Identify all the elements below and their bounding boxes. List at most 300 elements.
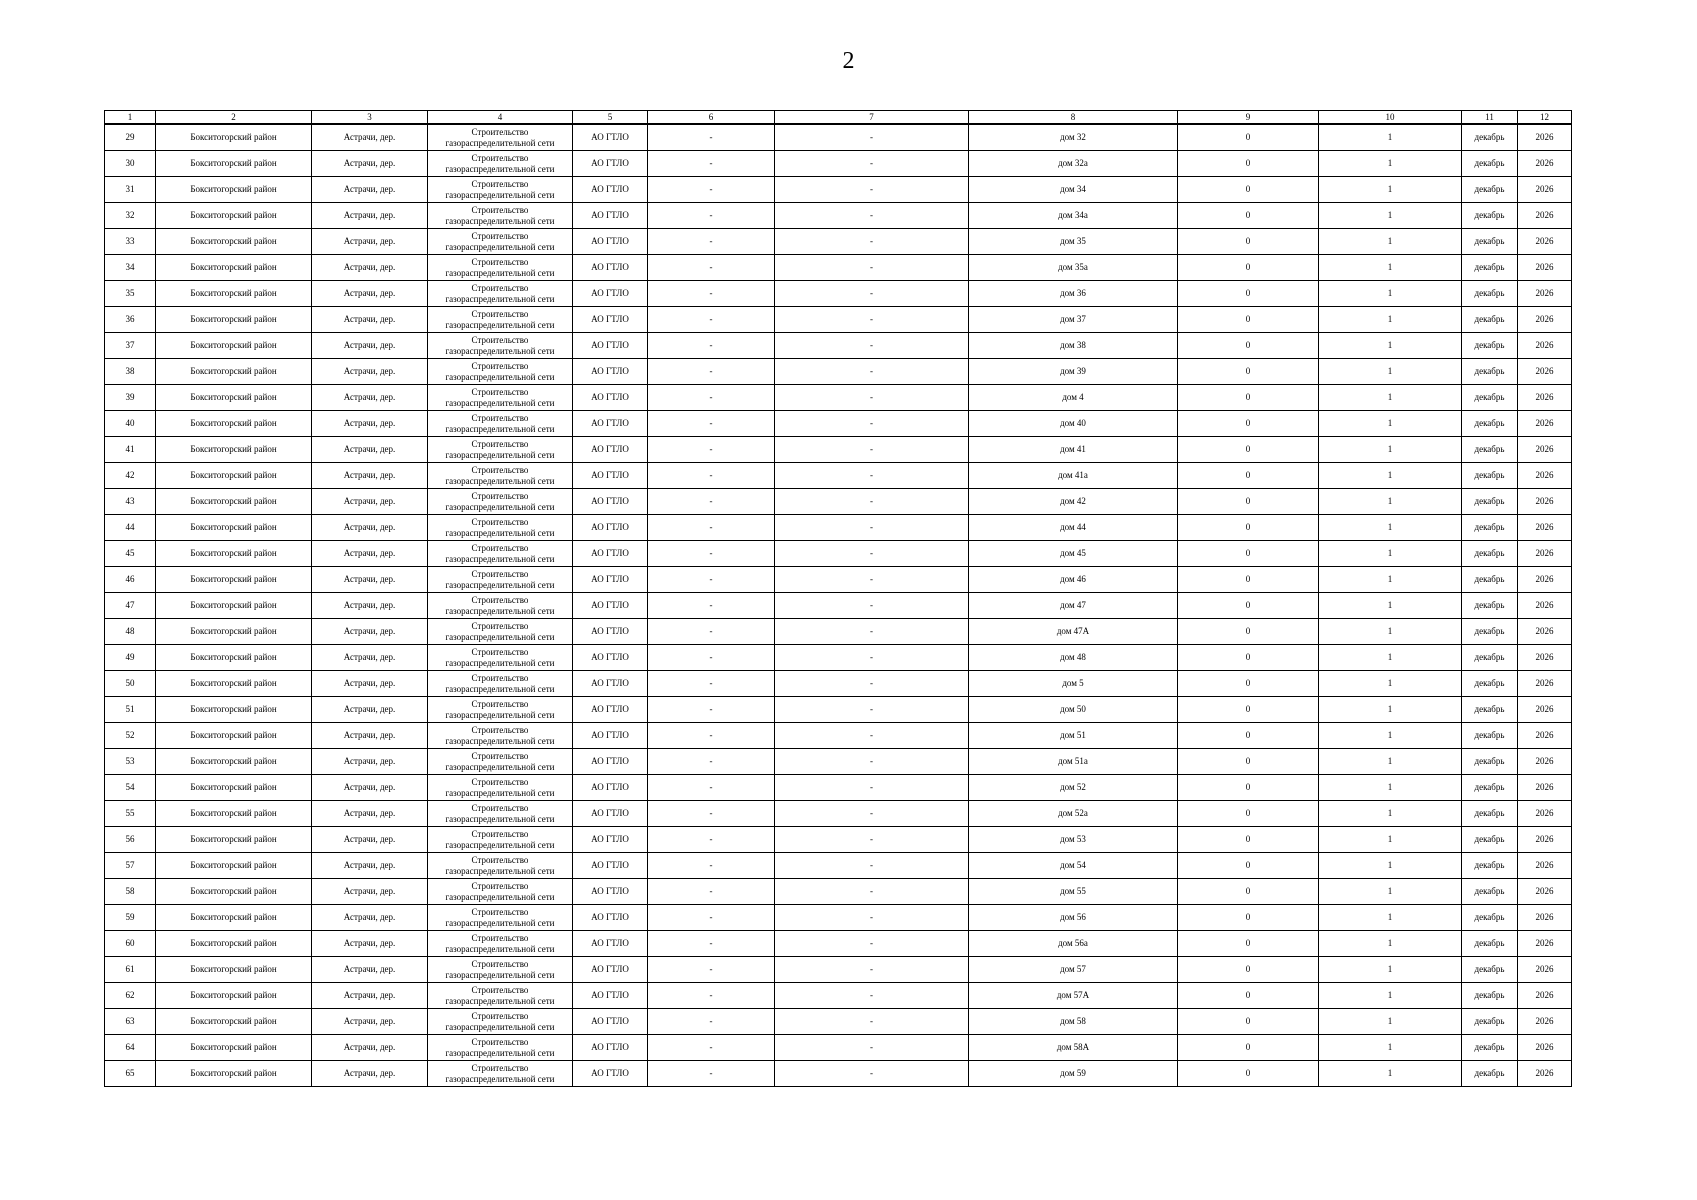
work-type-cell: Строительство газораспределительной сети — [428, 619, 573, 645]
row-number-cell: 31 — [105, 177, 156, 203]
row-number-cell: 44 — [105, 515, 156, 541]
organization-cell: АО ГТЛО — [573, 593, 648, 619]
work-type-cell: Строительство газораспределительной сети — [428, 151, 573, 177]
month-cell: декабрь — [1462, 1035, 1518, 1061]
row-number-cell: 34 — [105, 255, 156, 281]
settlement-cell: Астрачи, дер. — [312, 697, 428, 723]
table-row — [105, 151, 1572, 177]
address-cell: дом 35а — [969, 255, 1178, 281]
column-6-cell: - — [648, 255, 775, 281]
work-type-cell: Строительство газораспределительной сети — [428, 801, 573, 827]
settlement-cell: Астрачи, дер. — [312, 229, 428, 255]
column-10-cell: 1 — [1319, 255, 1462, 281]
column-header: 6 — [648, 111, 775, 125]
month-cell: декабрь — [1462, 827, 1518, 853]
work-type-cell: Строительство газораспределительной сети — [428, 489, 573, 515]
month-cell: декабрь — [1462, 229, 1518, 255]
column-6-cell: - — [648, 619, 775, 645]
district-cell: Бокситогорский район — [156, 593, 312, 619]
column-9-cell: 0 — [1178, 541, 1319, 567]
work-type-cell: Строительство газораспределительной сети — [428, 645, 573, 671]
column-header: 4 — [428, 111, 573, 125]
column-7-cell: - — [775, 671, 969, 697]
column-9-cell: 0 — [1178, 411, 1319, 437]
column-10-cell: 1 — [1319, 931, 1462, 957]
work-type-cell: Строительство газораспределительной сети — [428, 359, 573, 385]
work-type-cell: Строительство газораспределительной сети — [428, 281, 573, 307]
month-cell: декабрь — [1462, 489, 1518, 515]
organization-cell: АО ГТЛО — [573, 151, 648, 177]
organization-cell: АО ГТЛО — [573, 1061, 648, 1087]
year-cell: 2026 — [1518, 177, 1572, 203]
column-6-cell: - — [648, 775, 775, 801]
row-number-cell: 57 — [105, 853, 156, 879]
district-cell: Бокситогорский район — [156, 619, 312, 645]
work-type-cell: Строительство газораспределительной сети — [428, 723, 573, 749]
column-header: 5 — [573, 111, 648, 125]
address-cell: дом 47А — [969, 619, 1178, 645]
work-type-cell: Строительство газораспределительной сети — [428, 255, 573, 281]
organization-cell: АО ГТЛО — [573, 931, 648, 957]
address-cell: дом 44 — [969, 515, 1178, 541]
table-row — [105, 489, 1572, 515]
district-cell: Бокситогорский район — [156, 671, 312, 697]
address-cell: дом 5 — [969, 671, 1178, 697]
column-header: 3 — [312, 111, 428, 125]
column-6-cell: - — [648, 489, 775, 515]
table-row — [105, 515, 1572, 541]
table-row — [105, 697, 1572, 723]
district-cell: Бокситогорский район — [156, 359, 312, 385]
row-number-cell: 54 — [105, 775, 156, 801]
row-number-cell: 51 — [105, 697, 156, 723]
row-number-cell: 32 — [105, 203, 156, 229]
organization-cell: АО ГТЛО — [573, 437, 648, 463]
column-7-cell: - — [775, 593, 969, 619]
work-type-cell: Строительство газораспределительной сети — [428, 1035, 573, 1061]
column-7-cell: - — [775, 983, 969, 1009]
district-cell: Бокситогорский район — [156, 177, 312, 203]
settlement-cell: Астрачи, дер. — [312, 515, 428, 541]
month-cell: декабрь — [1462, 645, 1518, 671]
column-10-cell: 1 — [1319, 177, 1462, 203]
column-10-cell: 1 — [1319, 333, 1462, 359]
address-cell: дом 57А — [969, 983, 1178, 1009]
column-7-cell: - — [775, 645, 969, 671]
column-10-cell: 1 — [1319, 151, 1462, 177]
column-10-cell: 1 — [1319, 307, 1462, 333]
table-row — [105, 645, 1572, 671]
column-6-cell: - — [648, 1035, 775, 1061]
table-row — [105, 567, 1572, 593]
column-6-cell: - — [648, 1061, 775, 1087]
column-7-cell: - — [775, 957, 969, 983]
column-7-cell: - — [775, 177, 969, 203]
year-cell: 2026 — [1518, 853, 1572, 879]
settlement-cell: Астрачи, дер. — [312, 1009, 428, 1035]
table-row — [105, 723, 1572, 749]
column-9-cell: 0 — [1178, 255, 1319, 281]
column-10-cell: 1 — [1319, 853, 1462, 879]
column-6-cell: - — [648, 905, 775, 931]
month-cell: декабрь — [1462, 411, 1518, 437]
column-7-cell: - — [775, 281, 969, 307]
column-header: 12 — [1518, 111, 1572, 125]
header-row — [105, 111, 1572, 125]
column-7-cell: - — [775, 463, 969, 489]
table-row — [105, 203, 1572, 229]
column-7-cell: - — [775, 151, 969, 177]
month-cell: декабрь — [1462, 151, 1518, 177]
district-cell: Бокситогорский район — [156, 749, 312, 775]
column-7-cell: - — [775, 567, 969, 593]
year-cell: 2026 — [1518, 749, 1572, 775]
address-cell: дом 41 — [969, 437, 1178, 463]
row-number-cell: 50 — [105, 671, 156, 697]
year-cell: 2026 — [1518, 411, 1572, 437]
organization-cell: АО ГТЛО — [573, 489, 648, 515]
year-cell: 2026 — [1518, 359, 1572, 385]
month-cell: декабрь — [1462, 983, 1518, 1009]
column-10-cell: 1 — [1319, 541, 1462, 567]
district-cell: Бокситогорский район — [156, 645, 312, 671]
column-10-cell: 1 — [1319, 1061, 1462, 1087]
column-7-cell: - — [775, 229, 969, 255]
settlement-cell: Астрачи, дер. — [312, 177, 428, 203]
month-cell: декабрь — [1462, 177, 1518, 203]
organization-cell: АО ГТЛО — [573, 281, 648, 307]
settlement-cell: Астрачи, дер. — [312, 124, 428, 151]
district-cell: Бокситогорский район — [156, 281, 312, 307]
month-cell: декабрь — [1462, 775, 1518, 801]
organization-cell: АО ГТЛО — [573, 749, 648, 775]
month-cell: декабрь — [1462, 931, 1518, 957]
year-cell: 2026 — [1518, 203, 1572, 229]
column-9-cell: 0 — [1178, 775, 1319, 801]
column-7-cell: - — [775, 203, 969, 229]
table-row — [105, 1009, 1572, 1035]
organization-cell: АО ГТЛО — [573, 905, 648, 931]
row-number-cell: 33 — [105, 229, 156, 255]
column-9-cell: 0 — [1178, 177, 1319, 203]
settlement-cell: Астрачи, дер. — [312, 879, 428, 905]
work-type-cell: Строительство газораспределительной сети — [428, 463, 573, 489]
column-10-cell: 1 — [1319, 1009, 1462, 1035]
row-number-cell: 59 — [105, 905, 156, 931]
year-cell: 2026 — [1518, 1035, 1572, 1061]
district-cell: Бокситогорский район — [156, 489, 312, 515]
table-row — [105, 827, 1572, 853]
address-cell: дом 52 — [969, 775, 1178, 801]
table-row — [105, 124, 1572, 151]
column-6-cell: - — [648, 151, 775, 177]
month-cell: декабрь — [1462, 801, 1518, 827]
table-row — [105, 593, 1572, 619]
organization-cell: АО ГТЛО — [573, 463, 648, 489]
month-cell: декабрь — [1462, 463, 1518, 489]
row-number-cell: 45 — [105, 541, 156, 567]
column-9-cell: 0 — [1178, 1009, 1319, 1035]
column-header: 2 — [156, 111, 312, 125]
table-row — [105, 879, 1572, 905]
column-6-cell: - — [648, 567, 775, 593]
row-number-cell: 53 — [105, 749, 156, 775]
settlement-cell: Астрачи, дер. — [312, 593, 428, 619]
organization-cell: АО ГТЛО — [573, 853, 648, 879]
address-cell: дом 48 — [969, 645, 1178, 671]
row-number-cell: 52 — [105, 723, 156, 749]
row-number-cell: 46 — [105, 567, 156, 593]
address-cell: дом 52а — [969, 801, 1178, 827]
address-cell: дом 37 — [969, 307, 1178, 333]
month-cell: декабрь — [1462, 307, 1518, 333]
column-7-cell: - — [775, 749, 969, 775]
column-10-cell: 1 — [1319, 801, 1462, 827]
district-cell: Бокситогорский район — [156, 541, 312, 567]
work-type-cell: Строительство газораспределительной сети — [428, 229, 573, 255]
column-9-cell: 0 — [1178, 671, 1319, 697]
column-6-cell: - — [648, 749, 775, 775]
month-cell: декабрь — [1462, 905, 1518, 931]
column-6-cell: - — [648, 333, 775, 359]
address-cell: дом 38 — [969, 333, 1178, 359]
column-7-cell: - — [775, 333, 969, 359]
district-cell: Бокситогорский район — [156, 905, 312, 931]
district-cell: Бокситогорский район — [156, 255, 312, 281]
row-number-cell: 48 — [105, 619, 156, 645]
year-cell: 2026 — [1518, 385, 1572, 411]
year-cell: 2026 — [1518, 879, 1572, 905]
work-type-cell: Строительство газораспределительной сети — [428, 697, 573, 723]
address-cell: дом 56а — [969, 931, 1178, 957]
work-type-cell: Строительство газораспределительной сети — [428, 307, 573, 333]
month-cell: декабрь — [1462, 853, 1518, 879]
address-cell: дом 32 — [969, 124, 1178, 151]
address-cell: дом 58А — [969, 1035, 1178, 1061]
row-number-cell: 49 — [105, 645, 156, 671]
district-cell: Бокситогорский район — [156, 229, 312, 255]
column-9-cell: 0 — [1178, 697, 1319, 723]
column-6-cell: - — [648, 359, 775, 385]
column-9-cell: 0 — [1178, 905, 1319, 931]
column-9-cell: 0 — [1178, 619, 1319, 645]
year-cell: 2026 — [1518, 281, 1572, 307]
address-cell: дом 4 — [969, 385, 1178, 411]
organization-cell: АО ГТЛО — [573, 177, 648, 203]
column-7-cell: - — [775, 931, 969, 957]
month-cell: декабрь — [1462, 333, 1518, 359]
month-cell: декабрь — [1462, 281, 1518, 307]
column-10-cell: 1 — [1319, 463, 1462, 489]
year-cell: 2026 — [1518, 437, 1572, 463]
column-9-cell: 0 — [1178, 124, 1319, 151]
table-row — [105, 801, 1572, 827]
table-row — [105, 411, 1572, 437]
year-cell: 2026 — [1518, 827, 1572, 853]
work-type-cell: Строительство газораспределительной сети — [428, 593, 573, 619]
organization-cell: АО ГТЛО — [573, 671, 648, 697]
column-header: 10 — [1319, 111, 1462, 125]
column-9-cell: 0 — [1178, 645, 1319, 671]
address-cell: дом 41а — [969, 463, 1178, 489]
address-cell: дом 53 — [969, 827, 1178, 853]
page-number: 2 — [842, 48, 855, 74]
district-cell: Бокситогорский район — [156, 307, 312, 333]
column-6-cell: - — [648, 931, 775, 957]
organization-cell: АО ГТЛО — [573, 827, 648, 853]
column-10-cell: 1 — [1319, 203, 1462, 229]
address-cell: дом 34а — [969, 203, 1178, 229]
month-cell: декабрь — [1462, 541, 1518, 567]
organization-cell: АО ГТЛО — [573, 229, 648, 255]
settlement-cell: Астрачи, дер. — [312, 1061, 428, 1087]
district-cell: Бокситогорский район — [156, 567, 312, 593]
column-6-cell: - — [648, 515, 775, 541]
column-7-cell: - — [775, 385, 969, 411]
column-10-cell: 1 — [1319, 593, 1462, 619]
column-9-cell: 0 — [1178, 749, 1319, 775]
column-7-cell: - — [775, 359, 969, 385]
month-cell: декабрь — [1462, 1061, 1518, 1087]
address-cell: дом 40 — [969, 411, 1178, 437]
column-header: 1 — [105, 111, 156, 125]
settlement-cell: Астрачи, дер. — [312, 333, 428, 359]
column-6-cell: - — [648, 957, 775, 983]
work-type-cell: Строительство газораспределительной сети — [428, 541, 573, 567]
year-cell: 2026 — [1518, 619, 1572, 645]
table-row — [105, 1035, 1572, 1061]
column-10-cell: 1 — [1319, 775, 1462, 801]
year-cell: 2026 — [1518, 1009, 1572, 1035]
settlement-cell: Астрачи, дер. — [312, 645, 428, 671]
work-type-cell: Строительство газораспределительной сети — [428, 983, 573, 1009]
month-cell: декабрь — [1462, 203, 1518, 229]
column-7-cell: - — [775, 515, 969, 541]
settlement-cell: Астрачи, дер. — [312, 463, 428, 489]
work-type-cell: Строительство газораспределительной сети — [428, 203, 573, 229]
column-7-cell: - — [775, 541, 969, 567]
column-9-cell: 0 — [1178, 385, 1319, 411]
organization-cell: АО ГТЛО — [573, 385, 648, 411]
settlement-cell: Астрачи, дер. — [312, 281, 428, 307]
work-type-cell: Строительство газораспределительной сети — [428, 515, 573, 541]
row-number-cell: 37 — [105, 333, 156, 359]
work-type-cell: Строительство газораспределительной сети — [428, 905, 573, 931]
district-cell: Бокситогорский район — [156, 1035, 312, 1061]
month-cell: декабрь — [1462, 255, 1518, 281]
column-header: 11 — [1462, 111, 1518, 125]
column-7-cell: - — [775, 697, 969, 723]
address-cell: дом 50 — [969, 697, 1178, 723]
column-6-cell: - — [648, 879, 775, 905]
row-number-cell: 36 — [105, 307, 156, 333]
month-cell: декабрь — [1462, 879, 1518, 905]
year-cell: 2026 — [1518, 307, 1572, 333]
settlement-cell: Астрачи, дер. — [312, 541, 428, 567]
row-number-cell: 56 — [105, 827, 156, 853]
table-row — [105, 931, 1572, 957]
registry-table — [104, 110, 1572, 1087]
column-7-cell: - — [775, 827, 969, 853]
column-7-cell: - — [775, 489, 969, 515]
column-6-cell: - — [648, 827, 775, 853]
settlement-cell: Астрачи, дер. — [312, 359, 428, 385]
month-cell: декабрь — [1462, 957, 1518, 983]
row-number-cell: 47 — [105, 593, 156, 619]
table-row — [105, 385, 1572, 411]
year-cell: 2026 — [1518, 801, 1572, 827]
column-9-cell: 0 — [1178, 1035, 1319, 1061]
district-cell: Бокситогорский район — [156, 385, 312, 411]
column-10-cell: 1 — [1319, 749, 1462, 775]
column-6-cell: - — [648, 697, 775, 723]
year-cell: 2026 — [1518, 983, 1572, 1009]
table-row — [105, 437, 1572, 463]
column-7-cell: - — [775, 255, 969, 281]
row-number-cell: 29 — [105, 124, 156, 151]
table-row — [105, 281, 1572, 307]
organization-cell: АО ГТЛО — [573, 411, 648, 437]
column-6-cell: - — [648, 281, 775, 307]
settlement-cell: Астрачи, дер. — [312, 723, 428, 749]
column-10-cell: 1 — [1319, 281, 1462, 307]
row-number-cell: 35 — [105, 281, 156, 307]
settlement-cell: Астрачи, дер. — [312, 1035, 428, 1061]
month-cell: декабрь — [1462, 1009, 1518, 1035]
organization-cell: АО ГТЛО — [573, 541, 648, 567]
table-row — [105, 333, 1572, 359]
column-header: 9 — [1178, 111, 1319, 125]
column-10-cell: 1 — [1319, 1035, 1462, 1061]
work-type-cell: Строительство газораспределительной сети — [428, 775, 573, 801]
district-cell: Бокситогорский район — [156, 983, 312, 1009]
column-10-cell: 1 — [1319, 567, 1462, 593]
organization-cell: АО ГТЛО — [573, 645, 648, 671]
column-7-cell: - — [775, 853, 969, 879]
settlement-cell: Астрачи, дер. — [312, 905, 428, 931]
row-number-cell: 38 — [105, 359, 156, 385]
row-number-cell: 63 — [105, 1009, 156, 1035]
column-10-cell: 1 — [1319, 515, 1462, 541]
year-cell: 2026 — [1518, 515, 1572, 541]
month-cell: декабрь — [1462, 515, 1518, 541]
column-7-cell: - — [775, 905, 969, 931]
column-6-cell: - — [648, 229, 775, 255]
column-10-cell: 1 — [1319, 957, 1462, 983]
address-cell: дом 46 — [969, 567, 1178, 593]
settlement-cell: Астрачи, дер. — [312, 957, 428, 983]
row-number-cell: 41 — [105, 437, 156, 463]
district-cell: Бокситогорский район — [156, 801, 312, 827]
table-row — [105, 177, 1572, 203]
column-10-cell: 1 — [1319, 905, 1462, 931]
address-cell: дом 36 — [969, 281, 1178, 307]
month-cell: декабрь — [1462, 567, 1518, 593]
organization-cell: АО ГТЛО — [573, 775, 648, 801]
address-cell: дом 39 — [969, 359, 1178, 385]
work-type-cell: Строительство газораспределительной сети — [428, 177, 573, 203]
year-cell: 2026 — [1518, 463, 1572, 489]
work-type-cell: Строительство газораспределительной сети — [428, 1061, 573, 1087]
district-cell: Бокситогорский район — [156, 853, 312, 879]
year-cell: 2026 — [1518, 645, 1572, 671]
year-cell: 2026 — [1518, 567, 1572, 593]
address-cell: дом 42 — [969, 489, 1178, 515]
column-6-cell: - — [648, 203, 775, 229]
settlement-cell: Астрачи, дер. — [312, 931, 428, 957]
row-number-cell: 42 — [105, 463, 156, 489]
address-cell: дом 59 — [969, 1061, 1178, 1087]
